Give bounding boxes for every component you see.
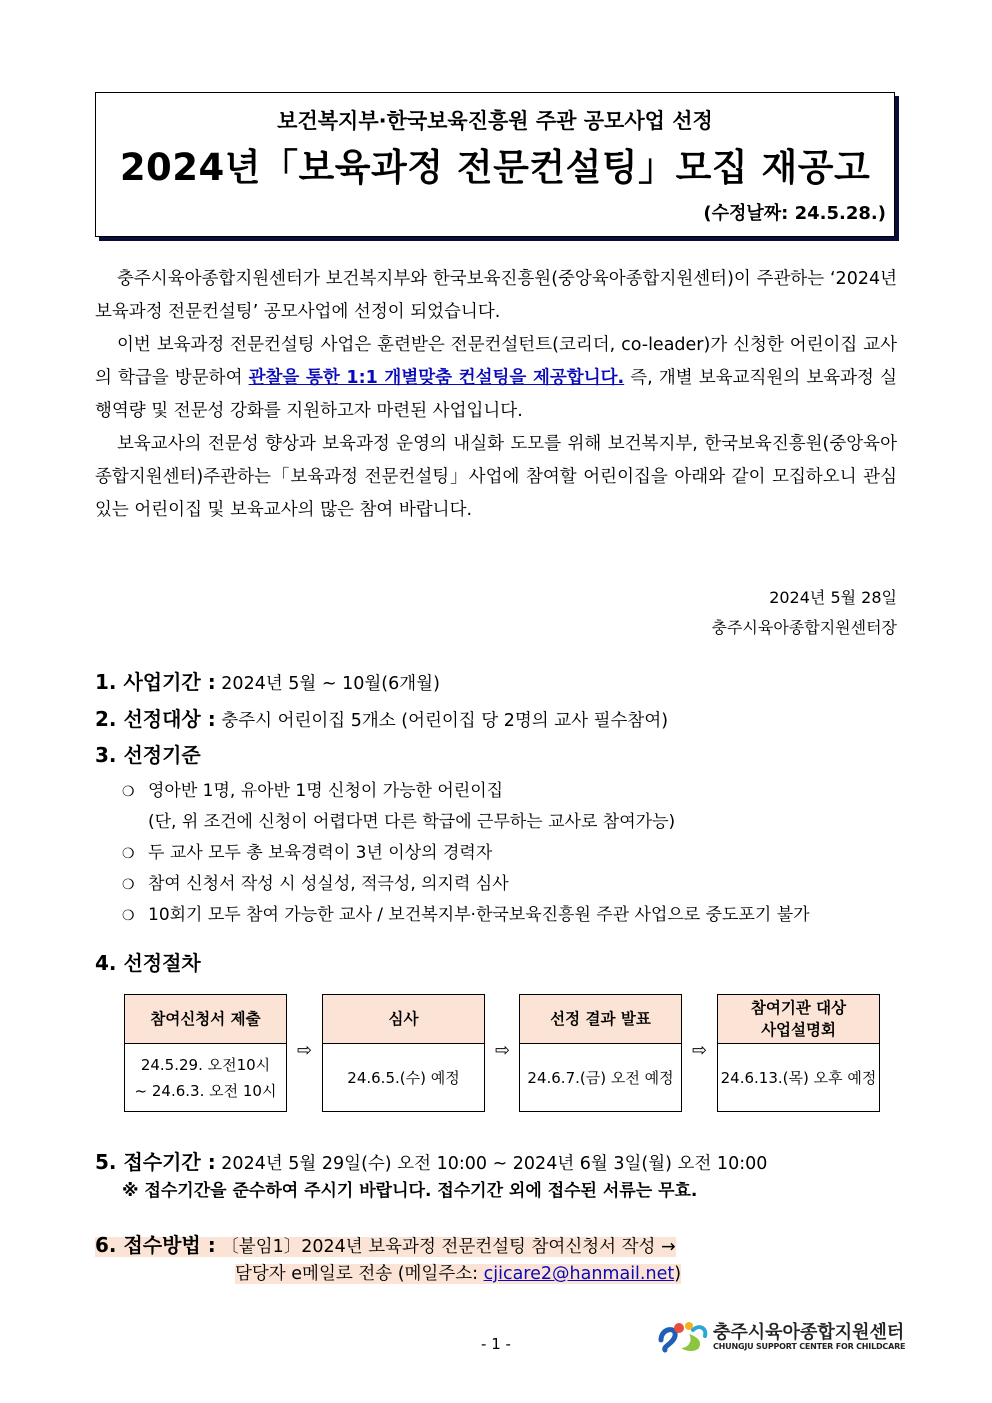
process-step: [124, 994, 287, 1112]
section-4-heading: 4. 선정절차: [95, 951, 201, 975]
bullet-icon: ❍: [122, 877, 135, 893]
arrow-right-icon: ⇨: [495, 1040, 511, 1061]
section-6-body: 〔붙임1〕2024년 보육과정 전문컨설팅 참여신청서 작성 →: [221, 1237, 676, 1257]
process-step-date: 24.6.7.(금) 오전 예정: [527, 1068, 674, 1087]
section-1-body: 2024년 5월 ~ 10월(6개월): [221, 674, 440, 694]
criteria-item: [122, 838, 492, 863]
intro-paragraph-1: 충주시육아종합지원센터가 보건복지부와 한국보육진흥원(중앙육아종합지원센터)이 주관하는 ‘2024년 보육과정 전문컨설팅’ 공모사업에 선정이 되었습니다.: [95, 269, 897, 322]
process-step-title: 참여신청서 제출: [125, 995, 286, 1044]
process-step: [717, 994, 880, 1112]
arrow-right-icon: ⇨: [297, 1040, 313, 1061]
criteria-item: [122, 900, 810, 925]
criteria-item-text: 영아반 1명, 유아반 1명 신청이 가능한 어린이집: [148, 781, 504, 801]
section-6: [95, 1229, 676, 1258]
section-6-heading: 6. 접수방법 :: [95, 1233, 216, 1257]
logo-mark-icon: [655, 1318, 711, 1354]
section-6-line-2-end: ): [674, 1264, 682, 1284]
title-box: [95, 92, 895, 237]
section-3-heading: 3. 선정기준: [95, 743, 201, 767]
section-2-heading: 2. 선정대상 :: [95, 707, 216, 731]
signature-date: 2024년 5월 28일: [769, 588, 897, 607]
process-step-title: 참여기관 대상 사업설명회: [718, 995, 879, 1044]
arrow-right-icon: ⇨: [692, 1040, 708, 1061]
process-step-title: 심사: [323, 995, 484, 1044]
notice-text: ※ 접수기간을 준수하여 주시기 바랍니다. 접수기간 외에 접수된 서류는 무효.: [122, 1181, 698, 1201]
highlight-text: 관찰을 통한 1:1 개별맞춤 컨설팅을 제공합니다.: [248, 368, 625, 388]
section-2: [95, 703, 668, 732]
section-5: [95, 1146, 767, 1175]
process-step-title: 선정 결과 발표: [520, 995, 681, 1044]
criteria-item-text: 10회기 모두 참여 가능한 교사 / 보건복지부·한국보육진흥원 주관 사업으로 중도포기 불가: [148, 905, 810, 925]
section-4: [95, 947, 201, 976]
signature-org: 충주시육아종합지원센터장: [711, 618, 897, 637]
email-link[interactable]: cjicare2@hanmail.net: [483, 1264, 675, 1284]
intro-paragraph-2-text: 이번 보육과정 전문컨설팅 사업은 훈련받은 전문컨설턴트(코리더, co-leader)가 신청한 어린이집 교사의 학급을 방문하여: [95, 335, 897, 388]
section-5-heading: 5. 접수기간 :: [95, 1150, 216, 1174]
bullet-icon: ❍: [122, 908, 135, 924]
section-5-body: 2024년 5월 29일(수) 오전 10:00 ~ 2024년 6월 3일(월) 오전 10:00: [221, 1154, 768, 1174]
logo-subtext: CHUNGJU SUPPORT CENTER FOR CHILDCARE: [713, 1342, 906, 1351]
process-step-date: 24.6.13.(목) 오후 예정: [720, 1068, 877, 1087]
process-step: [322, 994, 485, 1112]
logo-text: 충주시육아종합지원센터: [713, 1322, 905, 1343]
revision-date: (수정날짜: 24.5.28.): [703, 203, 886, 224]
process-step-date: 24.6.5.(수) 예정: [347, 1068, 460, 1087]
intro-paragraph-2-text-end: 즉, 개별 보육교직원의 보육과정 실행역량 및 전문성 강화를 지원하고자 마련된 사업입니다.: [95, 368, 897, 421]
section-3: [95, 739, 201, 768]
section-6-line-2-text: 담당자 e메일로 전송 (메일주소:: [235, 1264, 484, 1284]
document-subtitle: 보건복지부·한국보육진흥원 주관 공모사업 선정: [277, 109, 713, 133]
criteria-item: [122, 776, 503, 801]
bullet-icon: ❍: [122, 846, 135, 862]
section-1-heading: 1. 사업기간 :: [95, 670, 216, 694]
criteria-item: [122, 869, 509, 894]
intro-paragraph-2: [95, 329, 897, 428]
process-step-date: 24.5.29. 오전10시 ~ 24.6.3. 오전 10시: [134, 1055, 277, 1100]
criteria-item-note: (단, 위 조건에 신청이 어렵다면 다른 학급에 근무하는 교사로 참여가능): [148, 812, 676, 832]
criteria-item-text: 두 교사 모두 총 보육경력이 3년 이상의 경력자: [148, 843, 493, 863]
section-1: [95, 666, 440, 695]
signature-block: [712, 583, 897, 643]
section-6-line-2: [235, 1260, 681, 1285]
bullet-icon: ❍: [122, 784, 135, 800]
intro-text: [95, 263, 897, 527]
intro-paragraph-3: 보육교사의 전문성 향상과 보육과정 운영의 내실화 도모를 위해 보건복지부, 한국보육진흥원(중앙육아종합지원센터)주관하는「보육과정 전문컨설팅」사업에 참여할 어린이집을 아래와 같이 모집하오니 관심 있는 어린이집 및 보육교사의 많은 참여 바랍니다.: [95, 434, 897, 520]
process-step: [519, 994, 682, 1112]
document-title: 2024년「보육과정 전문컨설팅」모집 재공고: [119, 146, 871, 189]
criteria-item-text: 참여 신청서 작성 시 성실성, 적극성, 의지력 심사: [148, 874, 509, 894]
center-logo: [655, 1318, 906, 1356]
section-2-body: 충주시 어린이집 5개소 (어린이집 당 2명의 교사 필수참여): [221, 711, 669, 731]
page-number: - 1 -: [481, 1335, 511, 1353]
